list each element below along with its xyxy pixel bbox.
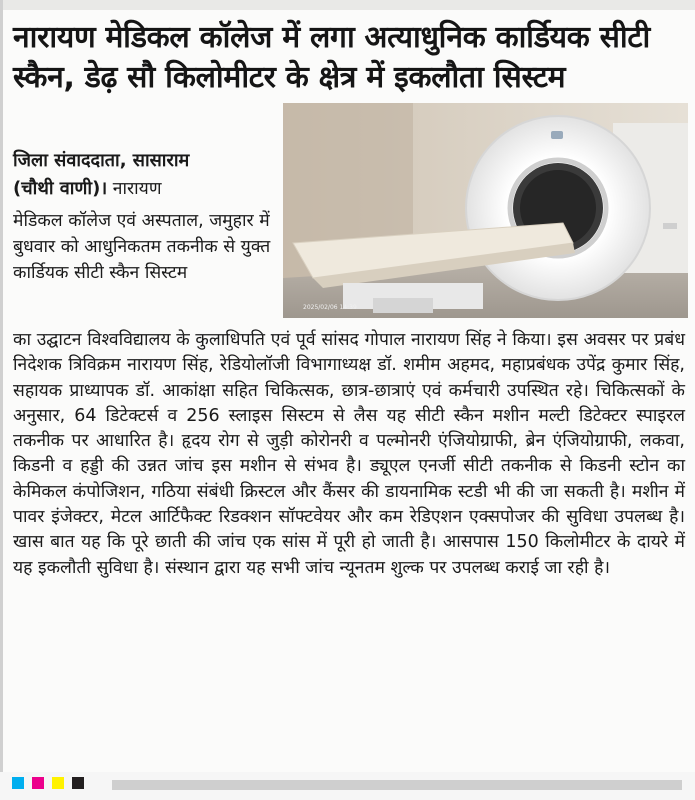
black-registration-mark [72, 777, 84, 789]
ct-scanner-illustration [283, 103, 688, 318]
article-headline: नारायण मेडिकल कॉलेज में लगा अत्याधुनिक कार्डियक सीटी स्कैन, डेढ़ सौ किलोमीटर के क्षेत्र में इकलौता सिस्टम [13, 20, 650, 95]
top-edge-strip [3, 0, 695, 10]
ct-scanner-photo [283, 103, 688, 318]
byline [13, 148, 189, 174]
cyan-registration-mark [12, 777, 24, 789]
lead-paragraph: मेडिकल कॉलेज एवं अस्पताल, जमुहार में बुधवार को आधुनिकतम तकनीक से युक्त कार्डियक सीटी स्कैन सिस्टम [13, 211, 271, 283]
byline-reporter: जिला संवाददाता, सासाराम [13, 150, 190, 171]
article-body: का उद्घाटन विश्वविद्यालय के कुलाधिपति एवं पूर्व सांसद गोपाल नारायण सिंह ने किया। इस अवसर पर प्रबंध निदेशक त्रिविक्रम नारायण सिंह, रेडियोलॉजी विभागाध्यक्ष डॉ. शमीम अहमद, महाप्रबंधक उपेंद्र कुमार सिंह, सहायक प्राध्यापक डॉ. आकांक्षा सहित चिकित्सक, छात्र-छात्राएं एवं कर्मचारी उपस्थित रहे। चिकित्सकों के अनुसार, 64 डिटेक्टर्स व 256 स्लाइस सिस्टम से लैस यह सीटी स्कैन मशीन मल्टी डिटेक्टर स्पाइरल तकनीक पर आधारित है। हृदय रोग से जुड़ी कोरोनरी व पल्मोनरी एंजियोग्राफी, ब्रेन एंजियोग्राफी, लकवा, किडनी व हड्डी की उन्नत जांच इस मशीन से संभव है। ड्यूएल एनर्जी सीटी तकनीक से किडनी स्टोन का केमिकल कंपोजिशन, गठिया संबंधी क्रिस्टल और कैंसर की डायनामिक स्टडी भी की जा सकती है। मशीन में पावर इंजेक्टर, मेटल आर्टिफैक्ट रिडक्शन सॉफ्टवेयर और कम रेडिएशन एक्सपोजर की सुविधा उपलब्ध है। खास बात यह कि पूरे छाती की जांच एक सांस में पूरी हो जाती है। आसपास 150 किलोमीटर के दायरे में यह इकलौती सुविधा है। संस्थान द्वारा यह सभी जांच न्यूनतम शुल्क पर उपलब्ध कराई जा रही है। [13, 330, 685, 578]
lead-line [13, 176, 275, 202]
magenta-registration-mark [32, 777, 44, 789]
gray-print-bar [112, 780, 682, 790]
photo-timestamp: 2025/02/06 14:39 [303, 304, 357, 311]
yellow-registration-mark [52, 777, 64, 789]
news-source: (चौथी वाणी)। [13, 178, 108, 199]
lead-first-word: नारायण [112, 179, 162, 199]
